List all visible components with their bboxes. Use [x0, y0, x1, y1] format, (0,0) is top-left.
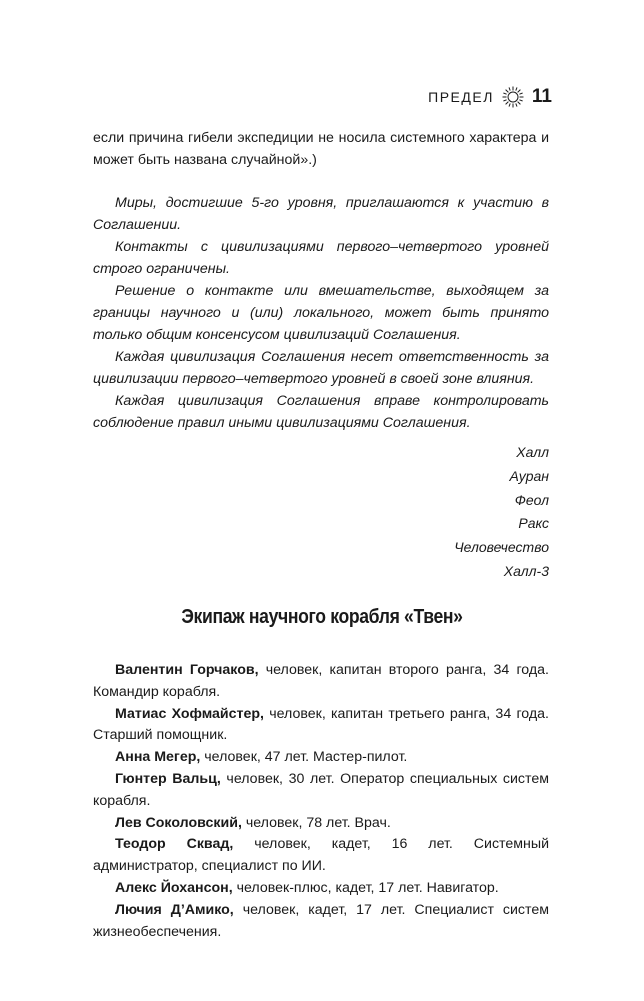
- crew-entry: [93, 704, 549, 748]
- crew-description: человек, кадет, 17 лет. Специалист систем жизнеобеспечения.: [93, 901, 549, 940]
- crew-name: Гюнтер Вальц,: [115, 770, 221, 787]
- crew-name: Лев Соколовский,: [115, 814, 242, 831]
- intro-paragraph-block: [93, 127, 549, 171]
- crew-entry: [93, 660, 549, 704]
- crew-entry: [93, 747, 549, 769]
- crew-list: [93, 660, 549, 943]
- running-head-title: ПРЕДЕЛ: [428, 89, 494, 105]
- agreement-text: [93, 192, 549, 434]
- agreement-clause: Контакты с цивилизациями первого–четвертого уровней строго ограничены.: [93, 239, 549, 277]
- starburst-icon: [502, 86, 524, 108]
- crew-description: человек, 47 лет. Мастер-пилот.: [200, 749, 408, 766]
- crew-heading: Экипаж научного корабля «Твен»: [181, 606, 463, 628]
- crew-entry: [93, 900, 549, 944]
- crew-name: Валентин Горчаков,: [115, 662, 259, 678]
- agreement-clause: Решение о контакте или вмешательстве, выходящем за границы научного и (или) локального, может быть принято только общим консенсусом цивилизаций Соглашения.: [93, 283, 549, 343]
- crew-description: человек, 30 лет. Оператор специальных систем корабля.: [93, 770, 549, 809]
- crew-description: человек, капитан второго ранга, 34 года. Командир корабля.: [93, 662, 549, 700]
- crew-description: человек, кадет, 16 лет. Системный администратор, специалист по ИИ.: [93, 836, 549, 875]
- intro-paragraph: если причина гибели экспедиции не носила системного характера и может быть названа случайной».): [93, 130, 549, 168]
- signatory: Ауран: [509, 467, 549, 484]
- crew-entry: [93, 769, 549, 813]
- crew-name: Матиас Хофмайстер,: [115, 705, 264, 722]
- crew-description: человек, капитан третьего ранга, 34 года. Старший помощник.: [93, 705, 549, 744]
- agreement-clause: Каждая цивилизация Соглашения несет ответственность за цивилизации первого–четвертого уровней в своей зоне влияния.: [93, 349, 549, 387]
- page-number: 11: [531, 86, 552, 107]
- crew-entry: [93, 878, 549, 900]
- crew-entry: [93, 813, 549, 835]
- crew-name: Теодор Сквад,: [115, 836, 234, 853]
- agreement-clause: Миры, достигшие 5-го уровня, приглашаются к участию в Соглашении.: [93, 195, 549, 233]
- crew-name: Анна Мегер,: [115, 749, 201, 766]
- signatory: Феол: [514, 491, 549, 508]
- signatories: [454, 441, 549, 584]
- crew-description: человек, 78 лет. Врач.: [241, 814, 391, 831]
- crew-entry: [93, 834, 549, 878]
- crew-name: Лючия Д’Амико,: [115, 901, 234, 918]
- signatory: Халл-3: [503, 562, 549, 579]
- crew-name: Алекс Йохансон,: [115, 879, 233, 896]
- crew-description: человек-плюс, кадет, 17 лет. Навигатор.: [232, 879, 499, 896]
- signatory: Человечество: [454, 539, 549, 556]
- agreement-clause: Каждая цивилизация Соглашения вправе контролировать соблюдение правил иными цивилизациями Соглашения.: [93, 393, 549, 431]
- running-head: [428, 86, 552, 108]
- signatory: Ракс: [518, 515, 549, 532]
- signatory: Халл: [516, 444, 549, 460]
